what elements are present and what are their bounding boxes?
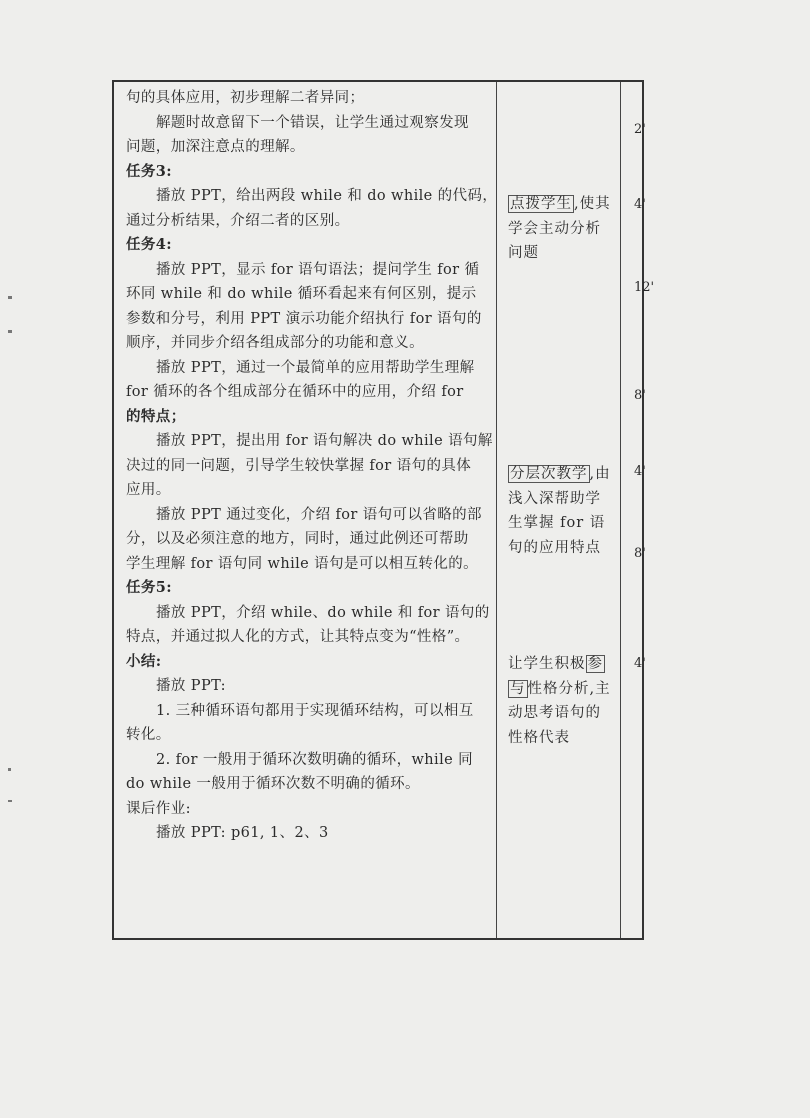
text-line: 的特点；	[126, 407, 186, 425]
summary-heading: 小结:	[126, 652, 162, 670]
time-allocation: 4'	[634, 656, 646, 671]
text-line: 应用。	[126, 482, 171, 498]
text-line: 学生理解 for 语句同 while 语句是可以相互转化的。	[126, 555, 479, 572]
time-allocation: 12'	[634, 280, 655, 295]
time-allocation: 4'	[634, 464, 646, 479]
boxed-keyword: 点拨学生	[510, 196, 572, 212]
lesson-plan-table	[112, 80, 655, 940]
student-activity-note-1: 点拨学生 ,使其 学会主动分析 问题	[508, 196, 611, 261]
text-line: 解题时故意留下一个错误，让学生通过观察发现	[156, 114, 469, 131]
student-activity-note-3: 让学生积极 参 与 性格分析,主 动思考语句的 性格代表	[508, 656, 611, 746]
text-line: for 循环的各个组成部分在循环中的应用，介绍 for	[126, 384, 464, 400]
boxed-keyword: 分层次教学	[510, 466, 588, 482]
text-line: 播放 PPT，通过一个最简单的应用帮助学生理解	[156, 359, 475, 376]
column-divider	[620, 82, 621, 938]
time-allocation: 8'	[634, 388, 646, 403]
student-activity-note-2: 分层次教学 ,由 浅入深帮助学 生掌握 for 语 句的应用特点	[508, 466, 611, 556]
text-line: 句的具体应用，初步理解二者异同；	[126, 90, 365, 106]
time-allocation: 2'	[634, 122, 646, 137]
text-line: 通过分析结果，介绍二者的区别。	[126, 212, 350, 229]
text-line: 播放 PPT，提出用 for 语句解决 do while 语句解	[156, 433, 493, 449]
text-line: 特点，并通过拟人化的方式，让其特点变为“性格”。	[126, 629, 470, 645]
time-allocation: 4'	[634, 197, 646, 212]
text-line: 转化。	[126, 727, 171, 743]
text-line: 播放 PPT:	[156, 678, 226, 694]
text-line: 播放 PPT: p61, 1、2、3	[156, 825, 329, 841]
task-heading: 任务5:	[126, 579, 173, 596]
column-divider	[496, 82, 497, 938]
text-line: 1. 三种循环语句都用于实现循环结构，可以相互	[156, 702, 474, 719]
boxed-keyword: 参	[587, 656, 603, 672]
text-line: 问题，加深注意点的理解。	[126, 139, 305, 155]
scan-mark	[8, 768, 11, 771]
text-line: 环同 while 和 do while 循环看起来有何区别，提示	[126, 286, 477, 302]
boxed-keyword: 与	[510, 680, 526, 697]
scan-mark	[8, 800, 12, 802]
text-line: 播放 PPT，介绍 while、do while 和 for 语句的	[156, 604, 490, 621]
text-line: 分，以及必须注意的地方，同时，通过此例还可帮助	[126, 531, 469, 547]
teaching-process-column	[126, 86, 496, 846]
text-line: 顺序，并同步介绍各组成部分的功能和意义。	[126, 335, 424, 351]
text-line: 播放 PPT，显示 for 语句语法；提问学生 for 循	[156, 261, 480, 278]
scan-mark	[8, 296, 12, 299]
task-heading: 任务4:	[126, 236, 173, 253]
homework-heading: 课后作业:	[126, 800, 191, 817]
text-line: do while 一般用于循环次数不明确的循环。	[126, 776, 420, 792]
task-heading: 任务3:	[126, 162, 173, 180]
scan-mark	[8, 330, 12, 333]
time-allocation: 8'	[634, 546, 646, 561]
text-line: 播放 PPT 通过变化，介绍 for 语句可以省略的部	[156, 506, 482, 523]
text-line: 2. for 一般用于循环次数明确的循环，while 同	[156, 751, 473, 768]
text-line: 参数和分号，利用 PPT 演示功能介绍执行 for 语句的	[126, 310, 482, 327]
text-line: 决过的同一问题，引导学生较快掌握 for 语句的具体	[126, 457, 472, 474]
text-line: 播放 PPT，给出两段 while 和 do while 的代码，	[156, 188, 498, 204]
